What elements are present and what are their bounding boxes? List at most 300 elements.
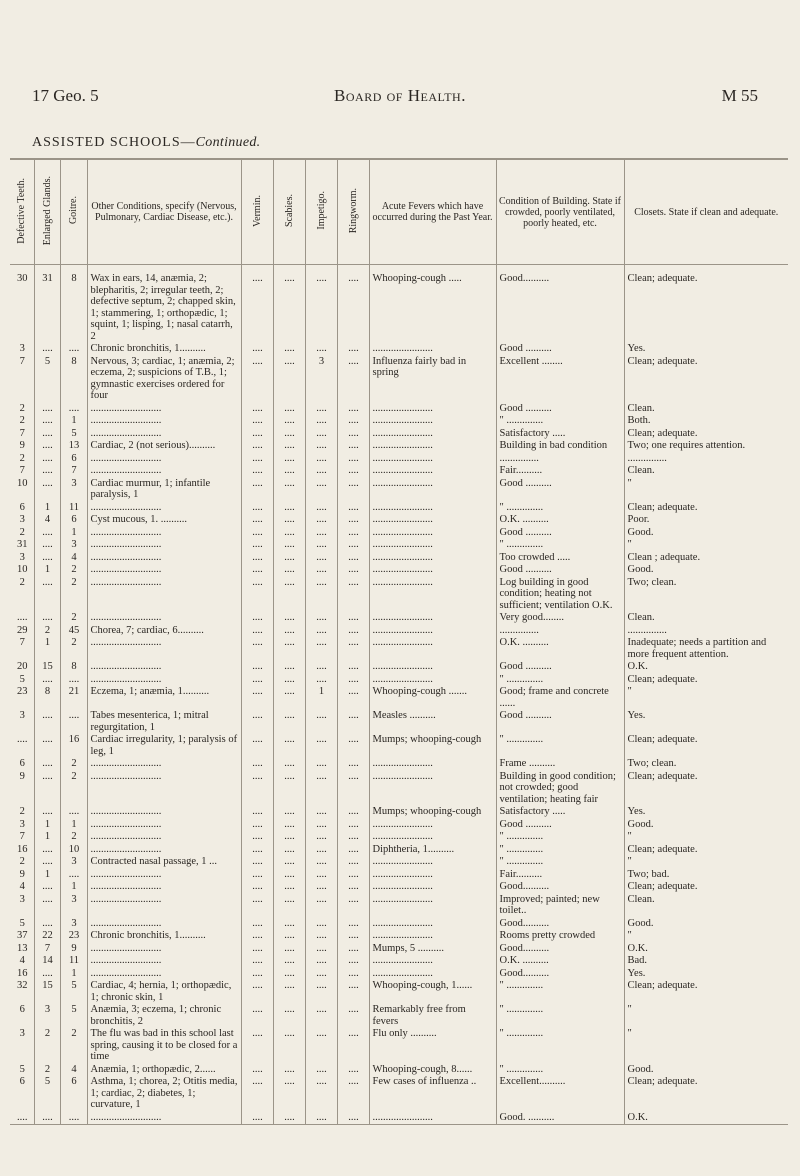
table-cell: .... bbox=[34, 771, 60, 807]
table-cell: Poor. bbox=[624, 514, 788, 527]
table-row bbox=[10, 343, 788, 356]
table-cell: .... bbox=[34, 539, 60, 552]
table-cell: .... bbox=[273, 856, 305, 869]
table-cell: .... bbox=[241, 403, 273, 416]
table-cell: 1 bbox=[60, 527, 87, 540]
table-cell: .... bbox=[273, 502, 305, 515]
table-cell: .... bbox=[273, 844, 305, 857]
table-cell: .... bbox=[305, 734, 337, 758]
table-cell: Clean; adequate. bbox=[624, 1076, 788, 1112]
table-cell: ....................... bbox=[369, 552, 496, 565]
table-cell: 2 bbox=[60, 637, 87, 661]
table-cell: " bbox=[624, 831, 788, 844]
table-cell: .... bbox=[305, 527, 337, 540]
table-cell: .... bbox=[337, 552, 369, 565]
table-cell: ........................... bbox=[87, 612, 241, 625]
table-cell: .... bbox=[337, 453, 369, 466]
table-row bbox=[10, 415, 788, 428]
table-row bbox=[10, 440, 788, 453]
table-cell: 10 bbox=[17, 477, 28, 489]
table-cell: 2 bbox=[19, 806, 25, 817]
table-cell: 6 bbox=[19, 1004, 25, 1015]
table-cell: 2 bbox=[19, 576, 25, 588]
table-cell: 2 bbox=[19, 452, 25, 464]
table-cell: " .............. bbox=[496, 734, 624, 758]
table-cell: .... bbox=[34, 403, 60, 416]
table-cell: .... bbox=[337, 514, 369, 527]
table-row bbox=[10, 1064, 788, 1077]
table-cell: Good. bbox=[624, 819, 788, 832]
table-cell: 1 bbox=[60, 415, 87, 428]
table-cell: .... bbox=[305, 1004, 337, 1028]
table-cell: .... bbox=[337, 265, 369, 344]
col-other-conditions: Other Conditions, specify (Nervous, Pulmonary, Cardiac Disease, etc.). bbox=[87, 159, 241, 265]
table-cell: Clean. bbox=[624, 894, 788, 918]
table-row bbox=[10, 1004, 788, 1028]
table-cell: Anæmia, 3; eczema, 1; chronic bronchitis, 2 bbox=[87, 1004, 241, 1028]
table-cell: .... bbox=[60, 674, 87, 687]
table-cell: ....................... bbox=[369, 661, 496, 674]
table-cell: .... bbox=[10, 1112, 34, 1125]
table-cell: ....................... bbox=[369, 637, 496, 661]
table-cell: .... bbox=[273, 552, 305, 565]
table-cell: ........................... bbox=[87, 968, 241, 981]
table-cell: Very good........ bbox=[496, 612, 624, 625]
table-cell: .... bbox=[60, 403, 87, 416]
table-cell: .... bbox=[241, 1028, 273, 1064]
table-cell: .... bbox=[241, 819, 273, 832]
table-cell: ........................... bbox=[87, 552, 241, 565]
table-cell: .... bbox=[241, 1076, 273, 1112]
table-cell: Bad. bbox=[624, 955, 788, 968]
table-cell: 3 bbox=[19, 818, 25, 830]
table-cell: Clean. bbox=[624, 403, 788, 416]
table-cell: .... bbox=[241, 955, 273, 968]
table-cell: .... bbox=[273, 1004, 305, 1028]
table-cell: .... bbox=[241, 577, 273, 613]
table-cell: .... bbox=[273, 869, 305, 882]
table-cell: 2 bbox=[60, 831, 87, 844]
table-cell: .... bbox=[337, 955, 369, 968]
table-cell: 32 bbox=[17, 980, 28, 991]
table-cell: 2 bbox=[60, 1028, 87, 1064]
table-cell: " .............. bbox=[496, 856, 624, 869]
table-cell: 7 bbox=[19, 427, 25, 439]
table-row bbox=[10, 894, 788, 918]
table-cell: ........................... bbox=[87, 403, 241, 416]
table-cell: 9 bbox=[19, 868, 25, 880]
table-cell: .... bbox=[241, 930, 273, 943]
table-cell: .... bbox=[241, 564, 273, 577]
table-cell: 6 bbox=[19, 1076, 25, 1087]
table-cell: ....................... bbox=[369, 930, 496, 943]
table-cell: Mumps; whooping-cough bbox=[369, 734, 496, 758]
table-row bbox=[10, 856, 788, 869]
table-cell: .... bbox=[241, 1064, 273, 1077]
table-cell: .... bbox=[337, 625, 369, 638]
table-cell: 1 bbox=[34, 564, 60, 577]
table-row bbox=[10, 955, 788, 968]
table-cell: ....................... bbox=[369, 403, 496, 416]
table-cell: ............... bbox=[496, 453, 624, 466]
table-cell: 23 bbox=[17, 686, 28, 697]
col-ringworm: Ringworm. bbox=[337, 159, 369, 265]
table-cell: " .............. bbox=[496, 539, 624, 552]
table-cell: .... bbox=[305, 856, 337, 869]
table-cell: Building in bad condition bbox=[496, 440, 624, 453]
table-cell: 6 bbox=[60, 514, 87, 527]
table-cell: .... bbox=[241, 918, 273, 931]
table-cell: .... bbox=[305, 710, 337, 734]
table-cell: 5 bbox=[34, 1076, 60, 1112]
table-cell: .... bbox=[305, 465, 337, 478]
table-cell: 3 bbox=[34, 1004, 60, 1028]
table-cell: .... bbox=[273, 918, 305, 931]
table-cell: Yes. bbox=[624, 343, 788, 356]
table-row bbox=[10, 686, 788, 710]
table-row bbox=[10, 514, 788, 527]
table-cell: " bbox=[624, 686, 788, 710]
table-cell: Good. bbox=[624, 564, 788, 577]
table-cell: Wax in ears, 14, anæmia, 2; blepharitis, 2; irregular teeth, 2; defective septum, 2; chapped skin, 1; stammering, 1; orthopædic, 1; squint, 1; lisping, 1; nasal catarrh, 2 bbox=[87, 265, 241, 344]
table-cell: Good .......... bbox=[496, 661, 624, 674]
table-cell: .... bbox=[241, 771, 273, 807]
table-cell: .... bbox=[337, 758, 369, 771]
table-cell: Remarkably free from fevers bbox=[369, 1004, 496, 1028]
table-cell: ........................... bbox=[87, 564, 241, 577]
table-cell: 2 bbox=[19, 856, 25, 867]
table-row bbox=[10, 710, 788, 734]
table-cell: 31 bbox=[34, 265, 60, 344]
table-cell: .... bbox=[273, 625, 305, 638]
header-right: M 55 bbox=[721, 86, 758, 105]
table-cell: .... bbox=[337, 465, 369, 478]
table-cell: .... bbox=[241, 1004, 273, 1028]
table-cell: .... bbox=[273, 881, 305, 894]
table-row bbox=[10, 734, 788, 758]
table-cell: .... bbox=[305, 943, 337, 956]
table-cell: .... bbox=[273, 428, 305, 441]
table-cell: .... bbox=[337, 918, 369, 931]
table-row bbox=[10, 564, 788, 577]
table-cell: Chronic bronchitis, 1.......... bbox=[87, 930, 241, 943]
table-cell: 1 bbox=[34, 502, 60, 515]
table-row bbox=[10, 428, 788, 441]
table-cell: .... bbox=[305, 403, 337, 416]
table-cell: 2 bbox=[34, 625, 60, 638]
assisted-schools-table bbox=[10, 158, 788, 1125]
table-cell: " .............. bbox=[496, 831, 624, 844]
table-cell: .... bbox=[60, 343, 87, 356]
table-cell: 7 bbox=[19, 831, 25, 842]
table-cell: Whooping-cough, 1...... bbox=[369, 980, 496, 1004]
table-cell: 13 bbox=[17, 942, 28, 954]
table-cell: 3 bbox=[60, 894, 87, 918]
table-row bbox=[10, 844, 788, 857]
table-cell: 4 bbox=[19, 955, 25, 966]
table-cell: 4 bbox=[60, 1064, 87, 1077]
table-cell: .... bbox=[337, 881, 369, 894]
table-cell: " .............. bbox=[496, 980, 624, 1004]
table-cell: 15 bbox=[34, 661, 60, 674]
table-cell: Clean ; adequate. bbox=[624, 552, 788, 565]
table-cell: O.K. bbox=[624, 943, 788, 956]
table-cell: 2 bbox=[19, 415, 25, 426]
table-cell: ........................... bbox=[87, 527, 241, 540]
table-cell: .... bbox=[337, 734, 369, 758]
table-cell: 5 bbox=[60, 1004, 87, 1028]
table-cell: .... bbox=[337, 1076, 369, 1112]
table-cell: .... bbox=[34, 612, 60, 625]
header-left: 17 Geo. 5 bbox=[32, 86, 99, 105]
table-cell: .... bbox=[337, 577, 369, 613]
table-cell: ....................... bbox=[369, 831, 496, 844]
table-row bbox=[10, 918, 788, 931]
table-cell: .... bbox=[305, 918, 337, 931]
table-cell: Cardiac, 2 (not serious).......... bbox=[87, 440, 241, 453]
table-cell: 5 bbox=[19, 1063, 25, 1075]
table-cell: 5 bbox=[34, 356, 60, 403]
table-cell: 7 bbox=[34, 943, 60, 956]
table-cell: " bbox=[624, 930, 788, 943]
table-cell: ....................... bbox=[369, 478, 496, 502]
table-cell: Two; one requires attention. bbox=[624, 440, 788, 453]
table-cell: .... bbox=[337, 415, 369, 428]
table-cell: .... bbox=[34, 674, 60, 687]
table-cell: 3 bbox=[305, 356, 337, 403]
table-cell: Asthma, 1; chorea, 2; Otitis media, 1; cardiac, 2; diabetes, 1; curvature, 1 bbox=[87, 1076, 241, 1112]
table-cell: Clean; adequate. bbox=[624, 502, 788, 515]
table-cell: 9 bbox=[60, 943, 87, 956]
table-cell: Good.......... bbox=[496, 943, 624, 956]
table-cell: 2 bbox=[60, 577, 87, 613]
table-cell: Log building in good condition; heating not sufficient; ventilation O.K. bbox=[496, 577, 624, 613]
table-row bbox=[10, 661, 788, 674]
table-cell: .... bbox=[273, 343, 305, 356]
table-cell: Good. .......... bbox=[496, 1112, 624, 1125]
table-cell: .... bbox=[34, 710, 60, 734]
table-cell: .... bbox=[305, 968, 337, 981]
table-cell: .... bbox=[273, 478, 305, 502]
table-cell: .... bbox=[337, 539, 369, 552]
table-cell: 2 bbox=[60, 612, 87, 625]
table-cell: .... bbox=[273, 465, 305, 478]
table-cell: Clean; adequate. bbox=[624, 734, 788, 758]
table-cell: .... bbox=[337, 356, 369, 403]
table-cell: .... bbox=[305, 844, 337, 857]
table-cell: 3 bbox=[19, 551, 25, 563]
table-row bbox=[10, 674, 788, 687]
table-cell: .... bbox=[273, 819, 305, 832]
table-cell: Clean; adequate. bbox=[624, 428, 788, 441]
table-cell: 1 bbox=[34, 831, 60, 844]
table-cell: .... bbox=[305, 881, 337, 894]
table-cell: Fair.......... bbox=[496, 869, 624, 882]
table-cell: .... bbox=[34, 440, 60, 453]
table-cell: 3 bbox=[19, 1028, 25, 1039]
table-cell: .... bbox=[241, 514, 273, 527]
table-cell: " .............. bbox=[496, 1064, 624, 1077]
table-cell: .... bbox=[273, 539, 305, 552]
table-cell: Good.......... bbox=[496, 881, 624, 894]
table-cell: ........................... bbox=[87, 539, 241, 552]
table-cell: 5 bbox=[19, 917, 25, 929]
table-cell: Whooping-cough, 8...... bbox=[369, 1064, 496, 1077]
table-cell: .... bbox=[241, 625, 273, 638]
table-cell: 21 bbox=[60, 686, 87, 710]
table-row bbox=[10, 577, 788, 613]
table-cell: Good. bbox=[624, 918, 788, 931]
table-cell: 8 bbox=[60, 661, 87, 674]
table-cell: .... bbox=[241, 637, 273, 661]
table-cell: Satisfactory ..... bbox=[496, 428, 624, 441]
table-cell: .... bbox=[305, 564, 337, 577]
col-closets: Closets. State if clean and adequate. bbox=[624, 159, 788, 265]
table-cell: ........................... bbox=[87, 831, 241, 844]
table-cell: 3 bbox=[19, 893, 25, 905]
table-cell: 1 bbox=[60, 968, 87, 981]
table-cell: .... bbox=[241, 539, 273, 552]
table-cell: 10 bbox=[17, 564, 28, 575]
table-cell: .... bbox=[337, 637, 369, 661]
table-cell: .... bbox=[273, 612, 305, 625]
table-cell: Good. bbox=[624, 1064, 788, 1077]
table-cell: .... bbox=[305, 1064, 337, 1077]
table-cell: .... bbox=[17, 734, 28, 745]
table-cell: Whooping-cough ..... bbox=[369, 265, 496, 344]
table-cell: .... bbox=[241, 894, 273, 918]
table-cell: .... bbox=[273, 1064, 305, 1077]
table-cell: Good .......... bbox=[496, 403, 624, 416]
table-cell: 1 bbox=[34, 819, 60, 832]
table-cell: O.K. bbox=[624, 661, 788, 674]
table-cell: 3 bbox=[60, 918, 87, 931]
table-cell: ........................... bbox=[87, 415, 241, 428]
table-cell: .... bbox=[241, 440, 273, 453]
table-cell: 31 bbox=[17, 539, 28, 550]
table-cell: .... bbox=[34, 844, 60, 857]
table-cell: 9 bbox=[19, 770, 25, 782]
table-cell: Diphtheria, 1.......... bbox=[369, 844, 496, 857]
table-cell: 3 bbox=[60, 539, 87, 552]
table-cell: Improved; painted; new toilet.. bbox=[496, 894, 624, 918]
table-cell: " .............. bbox=[496, 844, 624, 857]
table-cell: .... bbox=[337, 819, 369, 832]
table-cell: .... bbox=[305, 453, 337, 466]
table-cell: ........................... bbox=[87, 869, 241, 882]
table-cell: " bbox=[624, 539, 788, 552]
table-cell: 5 bbox=[60, 980, 87, 1004]
table-row bbox=[10, 625, 788, 638]
table-cell: ....................... bbox=[369, 415, 496, 428]
table-cell: Two; clean. bbox=[624, 577, 788, 613]
table-cell: 15 bbox=[34, 980, 60, 1004]
table-cell: .... bbox=[305, 428, 337, 441]
table-cell: .... bbox=[305, 1028, 337, 1064]
table-cell: Clean; adequate. bbox=[624, 356, 788, 403]
table-cell: Mumps; whooping-cough bbox=[369, 806, 496, 819]
table-cell: 3 bbox=[19, 343, 25, 354]
table-cell: .... bbox=[305, 1112, 337, 1125]
table-cell: " bbox=[624, 856, 788, 869]
table-cell: ....................... bbox=[369, 625, 496, 638]
section-title bbox=[32, 135, 260, 151]
table-cell: Nervous, 3; cardiac, 1; anæmia, 2; eczema, 2; suspicions of T.B., 1; gymnastic exercises ordered for four bbox=[87, 356, 241, 403]
table-cell: .... bbox=[305, 758, 337, 771]
table-cell: .... bbox=[241, 686, 273, 710]
table-cell: " bbox=[624, 1028, 788, 1064]
table-cell: .... bbox=[305, 771, 337, 807]
table-cell: .... bbox=[34, 343, 60, 356]
col-condition-building: Condition of Building. State if crowded, poorly ventilated, poorly heated, etc. bbox=[496, 159, 624, 265]
table-cell: .... bbox=[337, 943, 369, 956]
table-cell: .... bbox=[273, 771, 305, 807]
table-cell: .... bbox=[305, 930, 337, 943]
table-cell: ....................... bbox=[369, 869, 496, 882]
table-row bbox=[10, 265, 788, 344]
table-cell: O.K. bbox=[624, 1112, 788, 1125]
table-cell: 1 bbox=[34, 869, 60, 882]
table-cell: ....................... bbox=[369, 771, 496, 807]
table-cell: 13 bbox=[60, 440, 87, 453]
table-cell: Yes. bbox=[624, 806, 788, 819]
table-cell: Yes. bbox=[624, 710, 788, 734]
table-cell: ....................... bbox=[369, 918, 496, 931]
table-cell: 8 bbox=[60, 356, 87, 403]
table-cell: Tabes mesenterica, 1; mitral regurgitation, 1 bbox=[87, 710, 241, 734]
table-cell: Good.......... bbox=[496, 265, 624, 344]
table-cell: .... bbox=[241, 844, 273, 857]
table-cell: 6 bbox=[60, 453, 87, 466]
table-row bbox=[10, 819, 788, 832]
table-cell: Good .......... bbox=[496, 478, 624, 502]
table-cell: .... bbox=[337, 564, 369, 577]
table-cell: .... bbox=[305, 612, 337, 625]
table-cell: .... bbox=[241, 612, 273, 625]
table-cell: Yes. bbox=[624, 968, 788, 981]
table-cell: .... bbox=[17, 612, 28, 623]
table-cell: 8 bbox=[60, 265, 87, 344]
table-cell: .... bbox=[337, 968, 369, 981]
table-cell: .... bbox=[305, 661, 337, 674]
table-cell: .... bbox=[337, 502, 369, 515]
table-cell: .... bbox=[337, 403, 369, 416]
table-cell: .... bbox=[337, 844, 369, 857]
table-cell: ....................... bbox=[369, 856, 496, 869]
table-row bbox=[10, 465, 788, 478]
table-cell: .... bbox=[337, 856, 369, 869]
table-cell: .... bbox=[273, 440, 305, 453]
table-cell: Two; clean. bbox=[624, 758, 788, 771]
table-row bbox=[10, 968, 788, 981]
table-cell: .... bbox=[273, 1112, 305, 1125]
table-cell: .... bbox=[273, 265, 305, 344]
table-cell: .... bbox=[337, 661, 369, 674]
table-cell: .... bbox=[273, 577, 305, 613]
table-cell: Good .......... bbox=[496, 710, 624, 734]
table-cell: .... bbox=[273, 831, 305, 844]
table-cell: ....................... bbox=[369, 612, 496, 625]
table-cell: .... bbox=[273, 734, 305, 758]
table-cell: Good .......... bbox=[496, 819, 624, 832]
table-row bbox=[10, 637, 788, 661]
table-cell: ........................... bbox=[87, 918, 241, 931]
table-cell: .... bbox=[241, 465, 273, 478]
table-cell: .... bbox=[241, 428, 273, 441]
table-cell: .... bbox=[241, 265, 273, 344]
table-cell: 9 bbox=[19, 440, 25, 451]
table-row bbox=[10, 403, 788, 416]
